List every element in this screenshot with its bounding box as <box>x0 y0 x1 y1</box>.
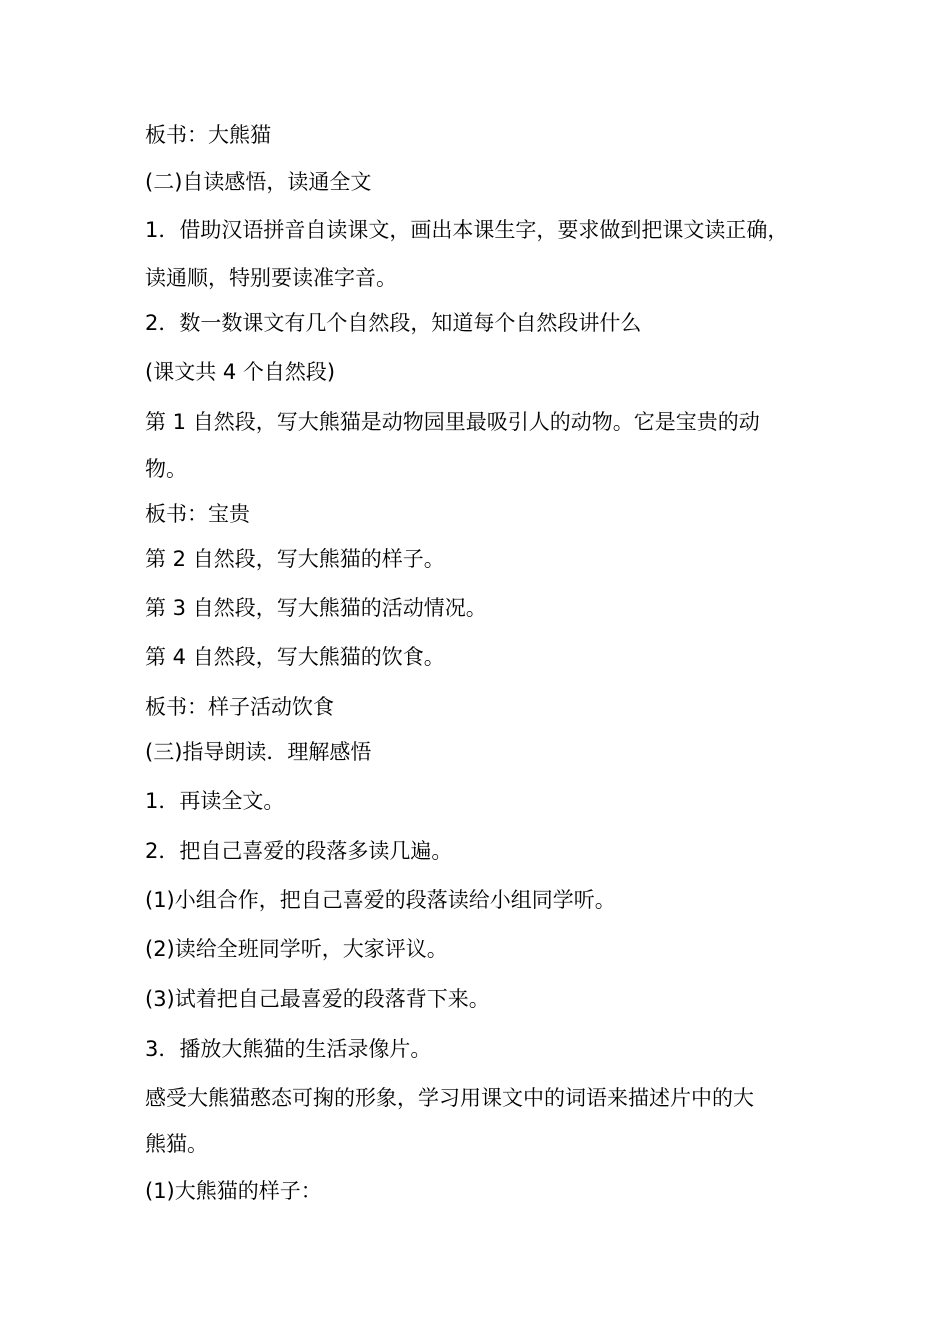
step-2-text: 2．数一数课文有几个自然段，知道每个自然段讲什么 <box>145 311 642 335</box>
reading-step-3: 3．播放大熊猫的生活录像片。 <box>145 1037 432 1061</box>
blackboard-note-valuable: 板书：宝贵 <box>145 502 250 526</box>
reading-substep-3: (3)试着把自己最喜爱的段落背下来。 <box>145 987 490 1011</box>
reading-step-2: 2．把自己喜爱的段落多读几遍。 <box>145 839 453 863</box>
paragraph-count-note: (课文共 4 个自然段) <box>145 360 336 384</box>
section-heading-3: (三)指导朗读．理解感悟 <box>145 740 372 764</box>
video-task-text-continued: 熊猫。 <box>145 1132 208 1156</box>
blackboard-note-title: 板书：大熊猫 <box>145 123 271 147</box>
reading-substep-2: (2)读给全班同学听，大家评议。 <box>145 937 448 961</box>
paragraph-1-summary-continued: 物。 <box>145 457 187 481</box>
paragraph-3-summary: 第 3 自然段，写大熊猫的活动情况。 <box>145 596 487 620</box>
video-task-text: 感受大熊猫憨态可掬的形象，学习用课文中的词语来描述片中的大 <box>145 1086 754 1110</box>
section-heading-2: (二)自读感悟，读通全文 <box>145 170 372 194</box>
step-1-text: 1．借助汉语拼音自读课文，画出本课生字，要求做到把课文读正确， <box>145 218 789 242</box>
step-1-text-continued: 读通顺，特别要读准字音。 <box>145 266 397 290</box>
panda-appearance-heading: (1)大熊猫的样子： <box>145 1179 322 1203</box>
reading-substep-1: (1)小组合作，把自己喜爱的段落读给小组同学听。 <box>145 888 616 912</box>
paragraph-1-summary: 第 1 自然段，写大熊猫是动物园里最吸引人的动物。它是宝贵的动 <box>145 410 760 434</box>
paragraph-2-summary: 第 2 自然段，写大熊猫的样子。 <box>145 547 445 571</box>
blackboard-note-topics: 板书：样子活动饮食 <box>145 695 334 719</box>
reading-step-1: 1．再读全文。 <box>145 789 285 813</box>
paragraph-4-summary: 第 4 自然段，写大熊猫的饮食。 <box>145 645 445 669</box>
